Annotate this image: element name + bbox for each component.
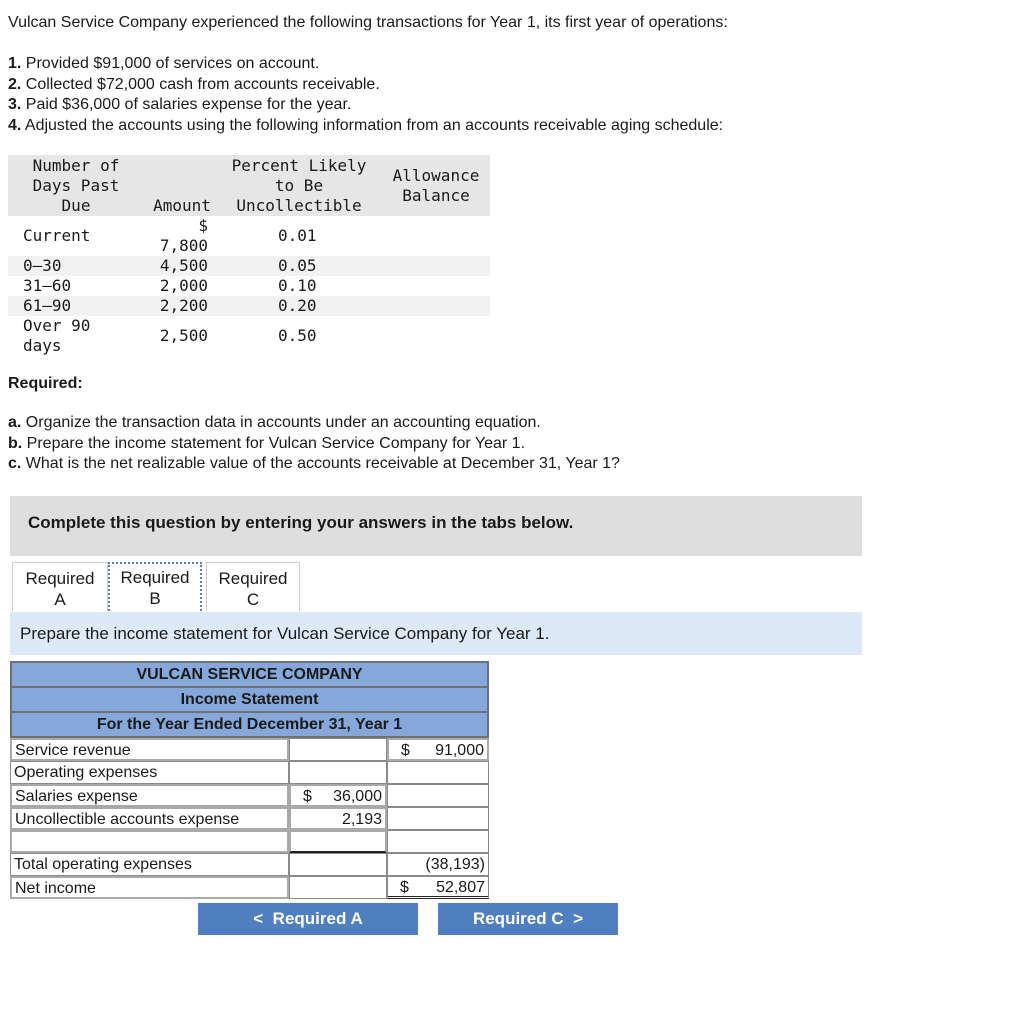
table-row [10, 853, 489, 876]
total-operating-expenses-col1 [289, 853, 387, 876]
days-past-due-header: Number of Days Past Due [32, 156, 120, 215]
salaries-expense-col2 [387, 784, 489, 807]
table-row [10, 784, 489, 807]
service-revenue-col1 [289, 738, 387, 761]
uncollectible-expense-amount-input[interactable]: 2,193 [289, 807, 387, 830]
service-revenue-label-input[interactable]: Service revenue [10, 738, 289, 761]
transaction-list [8, 54, 723, 136]
requirements-list [8, 413, 620, 475]
list-item: a. Organize the transaction data in accounts under an accounting equation. [8, 414, 541, 431]
list-item: c. What is the net realizable value of the accounts receivable at December 31, Year 1? [8, 455, 620, 472]
tab-instruction: Prepare the income statement for Vulcan Service Company for Year 1. [10, 612, 862, 655]
instructions-banner: Complete this question by entering your answers in the tabs below. [10, 496, 862, 556]
prev-required-a-button[interactable]: < Required A [198, 903, 418, 935]
salaries-expense-amount-input[interactable]: $ 36,000 [289, 784, 387, 807]
percent-header: Percent Likely to Be Uncollectible [231, 156, 367, 215]
table-row [10, 876, 489, 899]
total-operating-expenses-amount: (38,193) [387, 853, 489, 876]
table-row: 0–30 4,500 0.05 [8, 256, 490, 276]
table-row: Current $ 7,800 0.01 [23, 216, 317, 255]
operating-expenses-col2 [387, 761, 489, 784]
list-item: 1. Provided $91,000 of services on account. [8, 55, 320, 72]
tab-required-a[interactable]: Required A [12, 562, 108, 611]
table-row: 31–60 2,000 0.10 [23, 276, 317, 295]
uncollectible-expense-col2 [387, 807, 489, 830]
list-item: 3. Paid $36,000 of salaries expense for the year. [8, 96, 352, 113]
blank-label-input[interactable] [10, 830, 289, 853]
table-row [10, 738, 489, 761]
table-row: Over 90 days 2,500 0.50 [23, 316, 317, 355]
amount-header: Amount [153, 196, 211, 215]
aging-schedule-table [8, 155, 490, 356]
tab-bar [12, 562, 862, 613]
next-required-c-button[interactable]: Required C > [438, 903, 618, 935]
net-income-amount: $ 52,807 [387, 876, 489, 899]
operating-expenses-label: Operating expenses [10, 761, 289, 784]
problem-intro: Vulcan Service Company experienced the following transactions for Year 1, its first year of operations: [8, 14, 728, 31]
total-operating-expenses-label: Total operating expenses [10, 853, 289, 876]
net-income-label-input[interactable]: Net income [10, 876, 289, 899]
tab-required-b[interactable]: Required B [108, 562, 202, 611]
statement-period: For the Year Ended December 31, Year 1 [96, 716, 403, 733]
table-row: 61–90 2,200 0.20 [8, 296, 490, 316]
tab-required-c[interactable]: Required C [206, 562, 300, 611]
blank-amount-input[interactable] [289, 830, 387, 853]
chevron-right-icon: > [573, 909, 584, 928]
aging-header [8, 155, 490, 216]
statement-title: Income Statement [12, 688, 487, 713]
blank-col2 [387, 830, 489, 853]
company-name: VULCAN SERVICE COMPANY [12, 663, 487, 688]
chevron-left-icon: < [253, 909, 264, 928]
uncollectible-expense-label-input[interactable]: Uncollectible accounts expense [10, 807, 289, 830]
table-row [10, 761, 489, 784]
operating-expenses-col1 [289, 761, 387, 784]
salaries-expense-label-input[interactable]: Salaries expense [10, 784, 289, 807]
list-item: 4. Adjusted the accounts using the following information from an accounts receivable aging schedule: [8, 116, 724, 134]
service-revenue-amount-input[interactable]: $ 91,000 [387, 738, 489, 761]
income-statement [10, 661, 489, 899]
list-item: b. Prepare the income statement for Vulcan Service Company for Year 1. [8, 434, 526, 452]
allowance-header: Allowance Balance [392, 166, 480, 205]
table-row [10, 830, 489, 853]
net-income-col1 [289, 876, 387, 899]
required-heading: Required: [8, 375, 83, 392]
statement-header [10, 661, 489, 738]
list-item: 2. Collected $72,000 cash from accounts receivable. [8, 75, 380, 93]
table-row [10, 807, 489, 830]
